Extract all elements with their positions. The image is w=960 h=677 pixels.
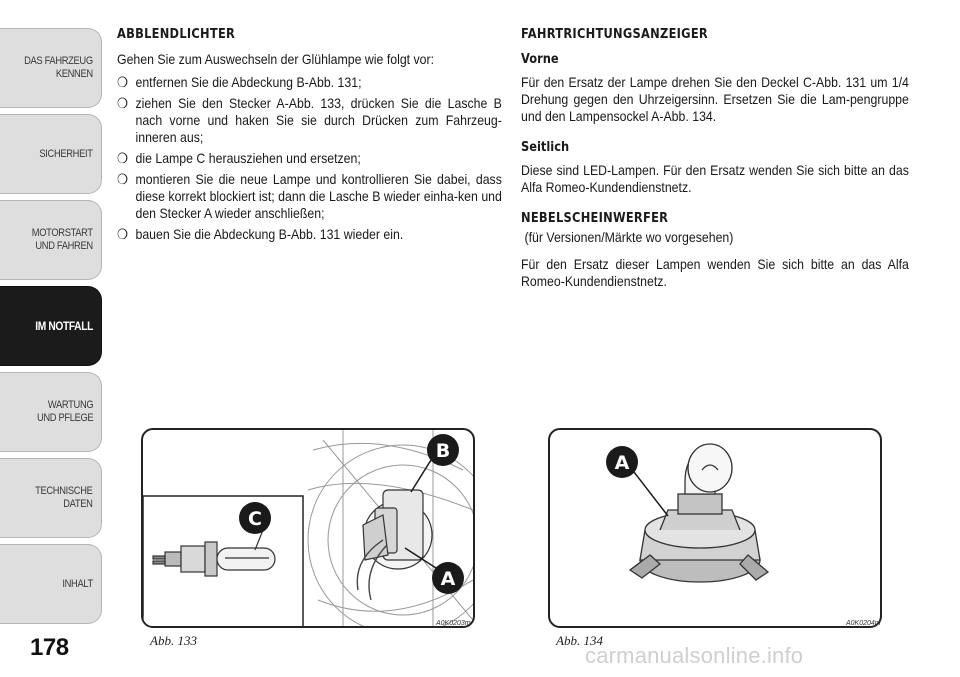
tab-das-fahrzeug-kennen[interactable] [0,28,102,108]
svg-text:B: B [435,440,451,462]
subheading-seitlich: Seitlich [521,140,570,155]
svg-text:A: A [614,452,630,474]
svg-text:C: C [248,508,262,530]
tab-inhalt[interactable] [0,544,102,624]
fog-note: (für Versionen/Märkte wo vorgesehen) [524,229,734,245]
tab-wartung-und-pflege[interactable] [0,372,102,452]
section-heading-nebelscheinwerfer: NEBELSCHEINWERFER [521,211,669,226]
figure-caption-134: Abb. 134 [556,633,603,648]
paragraph-nebelscheinwerfer: Für den Ersatz dieser Lampen wenden Sie sich bitte an das Alfa Romeo-Kundendienstnetz. [521,256,909,289]
tab-label: TECHNISCHE DATEN [35,485,93,510]
tab-label: MOTORSTART UND FAHREN [31,227,93,252]
section-heading-fahrtrichtungsanzeiger: FAHRTRICHTUNGSANZEIGER [521,27,708,42]
step-list [117,74,502,243]
tab-label: WARTUNG UND PFLEGE [36,399,93,424]
bullet-icon: ❍ [117,171,129,187]
watermark: carmanualsonline.info [585,643,804,668]
list-item: ❍ montieren Sie die neue Lampe und kontrollieren Sie dabei, dass diese korrekt blockiert ist; dann die Lasche B wieder einha-ken und den Stecker A wieder anschließen; [117,171,502,221]
intro-text: Gehen Sie zum Auswechseln der Glühlampe wie folgt vor: [117,51,435,67]
left-column [117,26,502,247]
bullet-icon: ❍ [117,95,129,111]
paragraph-seitlich: Diese sind LED-Lampen. Für den Ersatz wenden Sie sich bitte an das Alfa Romeo-Kundendienstnetz. [521,162,909,195]
label-a-marker [606,446,668,516]
tab-motorstart-und-fahren[interactable] [0,200,102,280]
bullet-icon: ❍ [117,74,129,90]
headlamp-illustration [143,430,475,628]
subheading-vorne: Vorne [521,52,559,67]
right-column [521,26,909,296]
tab-label: INHALT [62,577,93,590]
list-item: ❍ die Lampe C herausziehen und ersetzen; [117,150,361,166]
list-item: ❍ bauen Sie die Abdeckung B-Abb. 131 wieder ein. [117,226,404,242]
figure-caption-133: Abb. 133 [150,633,197,648]
tab-im-notfall[interactable] [0,286,102,366]
label-c-marker [239,502,271,534]
tab-label: SICHERHEIT [39,147,93,160]
tab-label: DAS FAHRZEUG KENNEN [24,55,93,80]
figure-abb-133 [141,428,475,628]
bullet-icon: ❍ [117,150,129,166]
page-number: 178 [30,634,69,661]
tab-sicherheit[interactable] [0,114,102,194]
paragraph-vorne: Für den Ersatz der Lampe drehen Sie den Deckel C-Abb. 131 um 1/4 Drehung gegen den Uhrzeigersinn. Ersetzen Sie die Lam-pengruppe und den Lampensockel A-Abb. 134. [521,74,909,124]
tab-technische-daten[interactable] [0,458,102,538]
lamp-socket-illustration [550,430,882,628]
bullet-icon: ❍ [117,226,129,242]
svg-text:A: A [440,568,456,590]
figure-code-133: A0K0203m [436,620,471,627]
list-item: ❍ entfernen Sie die Abdeckung B-Abb. 131; [117,74,362,90]
list-item: ❍ ziehen Sie den Stecker A-Abb. 133, drücken Sie die Lasche B nach vorne und haken Sie sie durch Drücken zum Fahrzeug-inneren aus; [117,95,502,145]
section-heading-abblendlichter: ABBLENDLICHTER [117,27,236,42]
tab-label: IM NOTFALL [35,318,93,333]
figure-abb-134 [548,428,882,628]
figure-code-134: A0K0204m [846,620,881,627]
